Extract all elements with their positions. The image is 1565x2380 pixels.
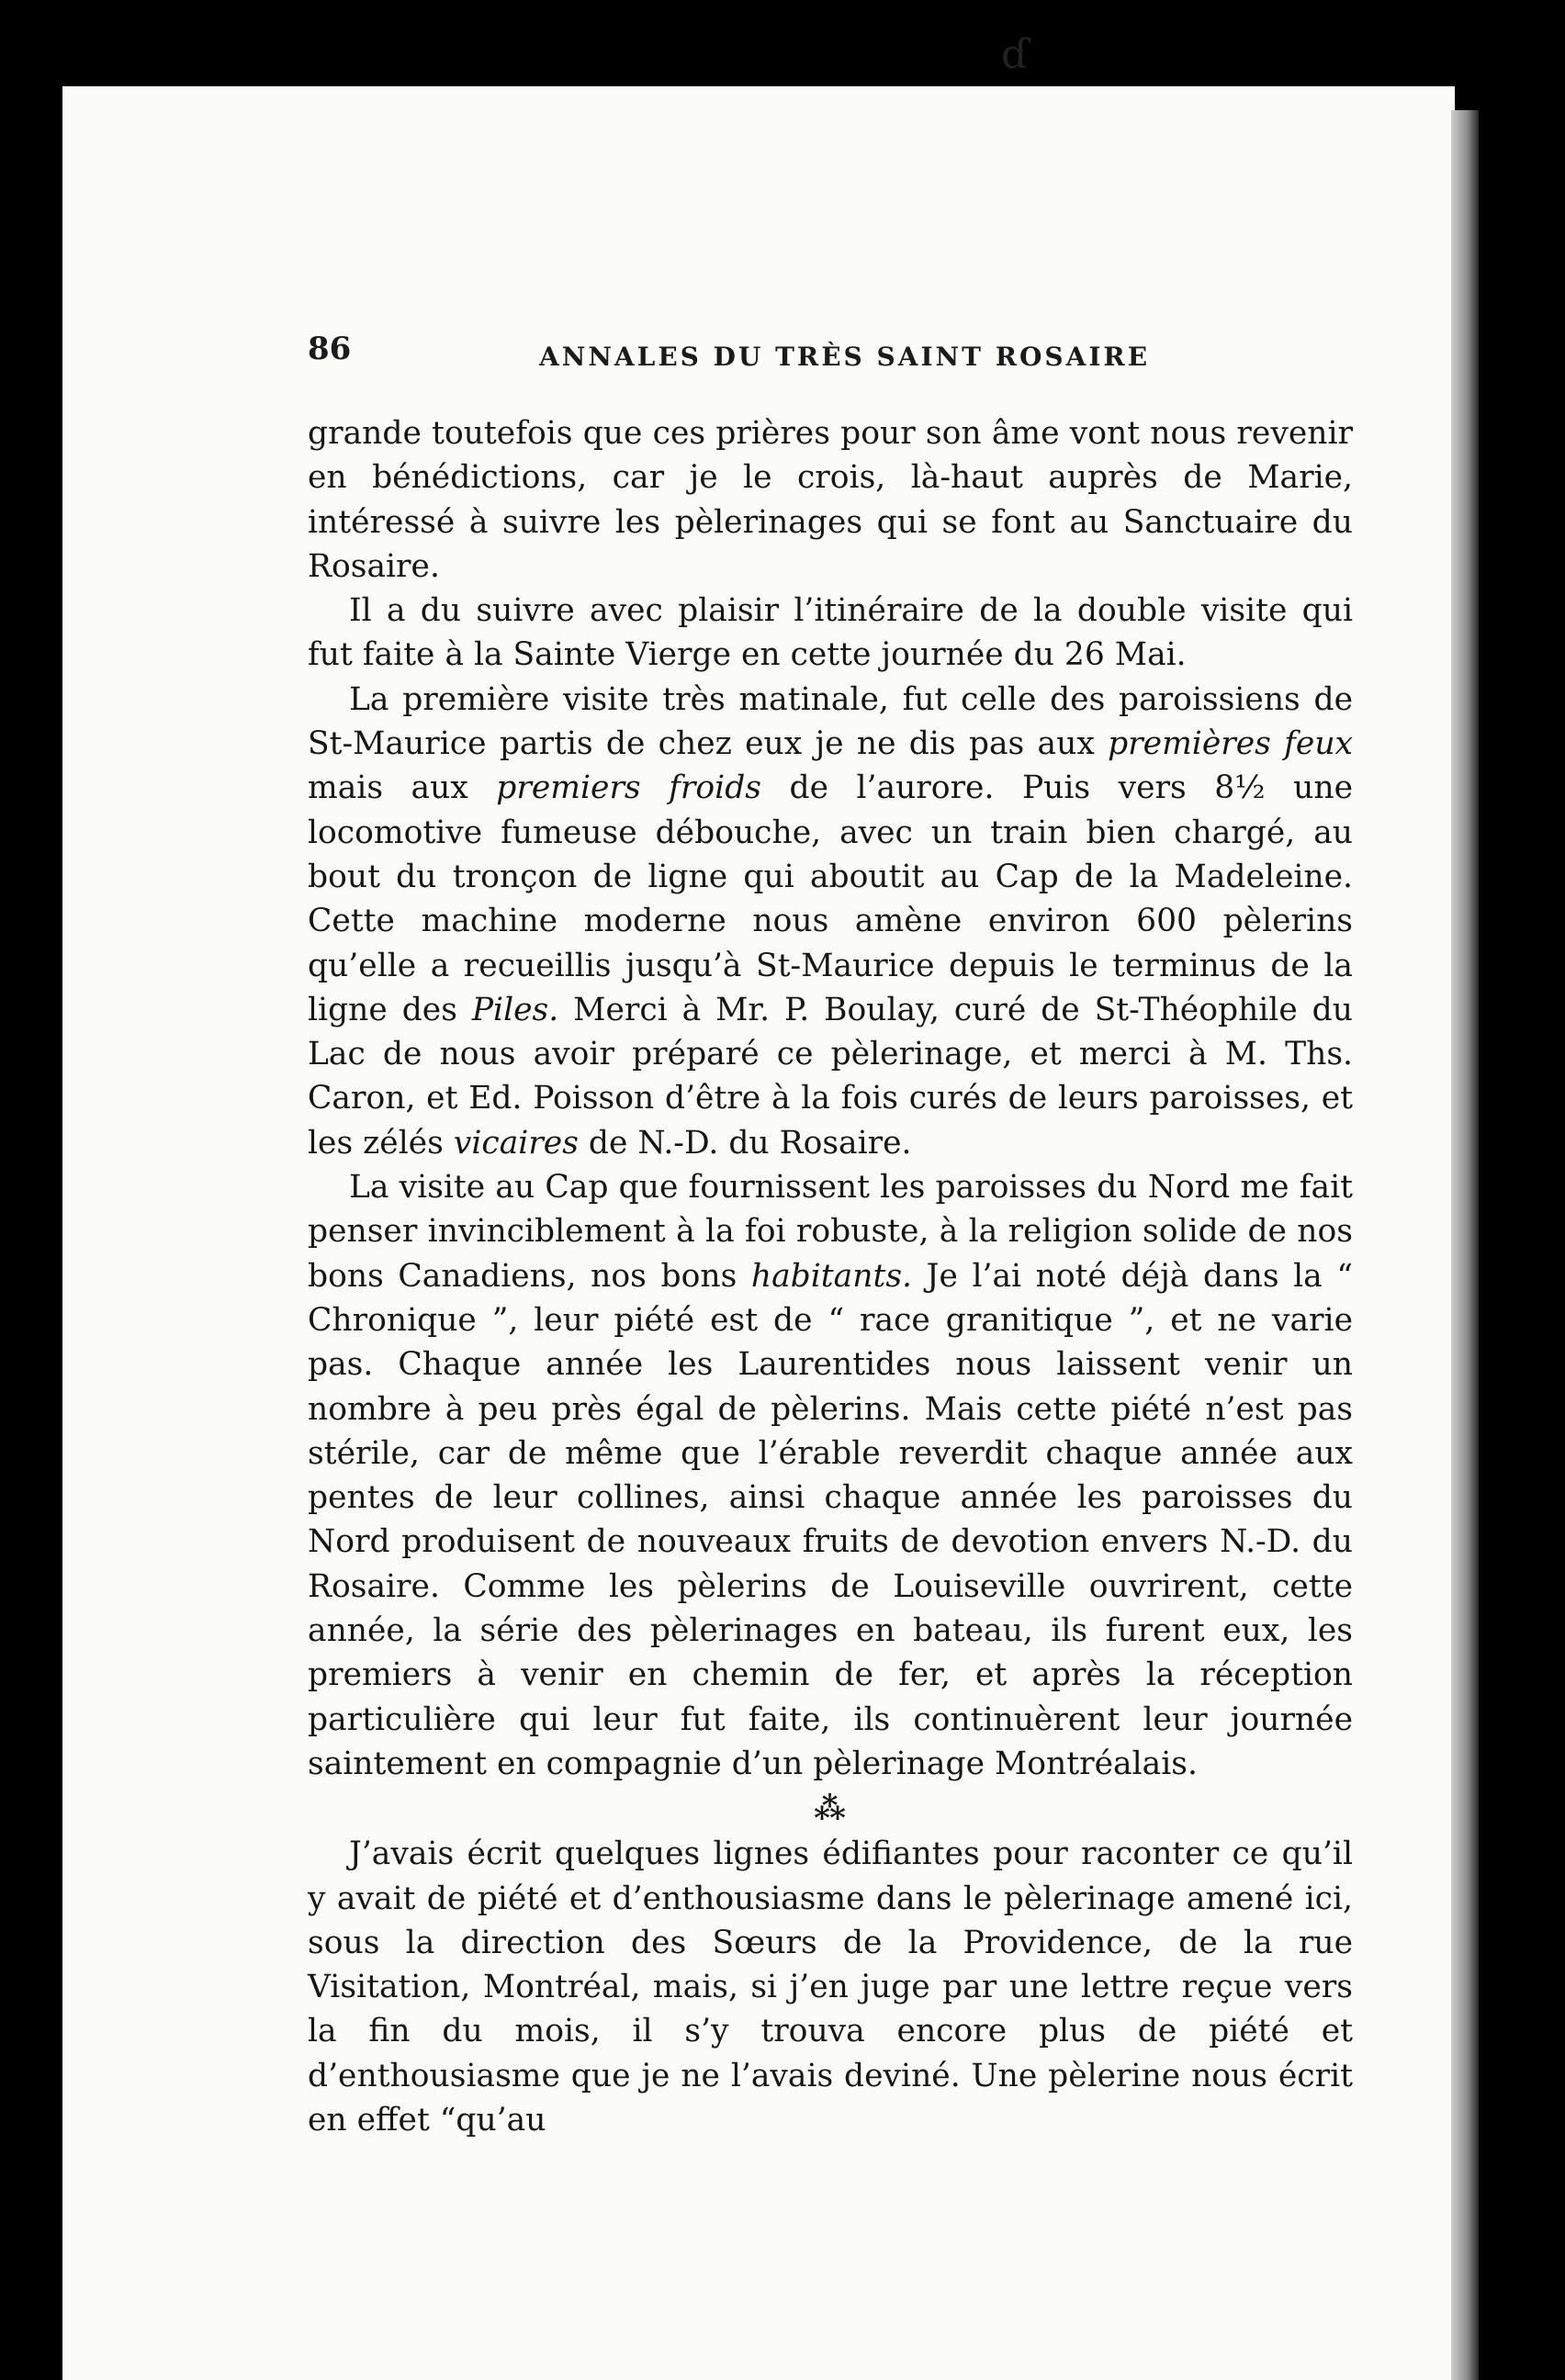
italic-run: Piles. bbox=[471, 991, 559, 1028]
page-edge-shadow bbox=[1451, 110, 1479, 2380]
italic-run: habitants. bbox=[750, 1257, 912, 1295]
paragraph-3 bbox=[308, 678, 1353, 1165]
body-text bbox=[308, 411, 1353, 2142]
paragraph-1 bbox=[308, 411, 1353, 589]
italic-run: premiers froids bbox=[496, 769, 761, 807]
text-run: Il a du suivre avec plaisir l’itinéraire de la double visite qui fut faite à la Sainte Vierge en cette journée du 26 Mai. bbox=[308, 592, 1353, 674]
page-number: 86 bbox=[308, 331, 352, 367]
text-run: de l’aurore. Puis vers 8½ une locomotive fumeuse débouche, avec un train bien chargé, au bout du tronçon de ligne qui aboutit au Cap de la Madeleine. Cette machine moderne nous amène environ 600 pèlerins qu’elle a recueillis jusqu’à St-Maurice depuis le terminus de la ligne des bbox=[308, 769, 1353, 1028]
section-ornament: ⁂ bbox=[814, 1791, 847, 1828]
text-run: La visite au Cap que fournissent les paroisses du Nord me fait penser invinciblement à la foi robuste, à la religion solide de nos bons Canadiens, nos bons bbox=[308, 1169, 1353, 1295]
running-title: ANNALES DU TRÈS SAINT ROSAIRE bbox=[539, 342, 1151, 372]
text-run: La première visite très matinale, fut celle des paroissiens de St-Maurice partis de chez eux je ne dis pas aux bbox=[308, 680, 1353, 763]
text-run: mais aux bbox=[308, 769, 497, 807]
text-run: J’avais écrit quelques lignes édifiantes pour raconter ce qu’il y avait de piété et d’enthousiasme dans le pèlerinage amené ici, sous la direction des Sœurs de la Providence, de la rue Visitation, Montréal, mais, si j’en juge par une lettre reçue vers la fin du mois, il s’y trouva encore plus de piété et d’enthousiasme que je ne l’avais deviné. Une pèlerine nous écrit en effet “qu’au bbox=[308, 1836, 1353, 2139]
text-run: Je l’ai noté déjà dans la “ Chronique ”, leur piété est de “ race granitique ”, et ne varie pas. Chaque année les Laurentides nous laissent venir un nombre à peu près égal de pèlerins. Mais cette piété n’est pas stérile, car de même que l’érable reverdit chaque année aux pentes de leur collines, ainsi chaque année les paroisses du Nord produisent de nouveaux fruits de devotion envers N.-D. du Rosaire. Comme les pèlerins de Louiseville ouvrirent, cette année, la série des pèlerinages en bateau, ils furent eux, les premiers à venir en chemin de fer, et après la réception particulière qui leur fut faite, ils continuèrent leur journée saintement en compagnie d’un pèlerinage Montréalais. bbox=[308, 1257, 1353, 1782]
italic-run: premières feux bbox=[1108, 725, 1354, 763]
stray-ink-mark: ɗ bbox=[1001, 31, 1030, 78]
text-run: de N.-D. du Rosaire. bbox=[578, 1124, 912, 1162]
paragraph-5 bbox=[308, 1832, 1353, 2142]
paragraph-4 bbox=[308, 1165, 1353, 1786]
text-run: grande toutefois que ces prières pour son âme vont nous revenir en bénédictions, car je le crois, là-haut auprès de Marie, intéressé à suivre les pèlerinages qui se font au Sanctuaire du Rosaire. bbox=[308, 415, 1353, 585]
text-run: Merci à Mr. P. Boulay, curé de St-Théophile du Lac de nous avoir préparé ce pèlerinage, et merci à M. Ths. Caron, et Ed. Poisson d’être à la fois curés de leurs paroisses, et les zélés bbox=[308, 991, 1353, 1162]
italic-run: vicaires bbox=[453, 1124, 579, 1162]
paragraph-2 bbox=[308, 589, 1353, 678]
